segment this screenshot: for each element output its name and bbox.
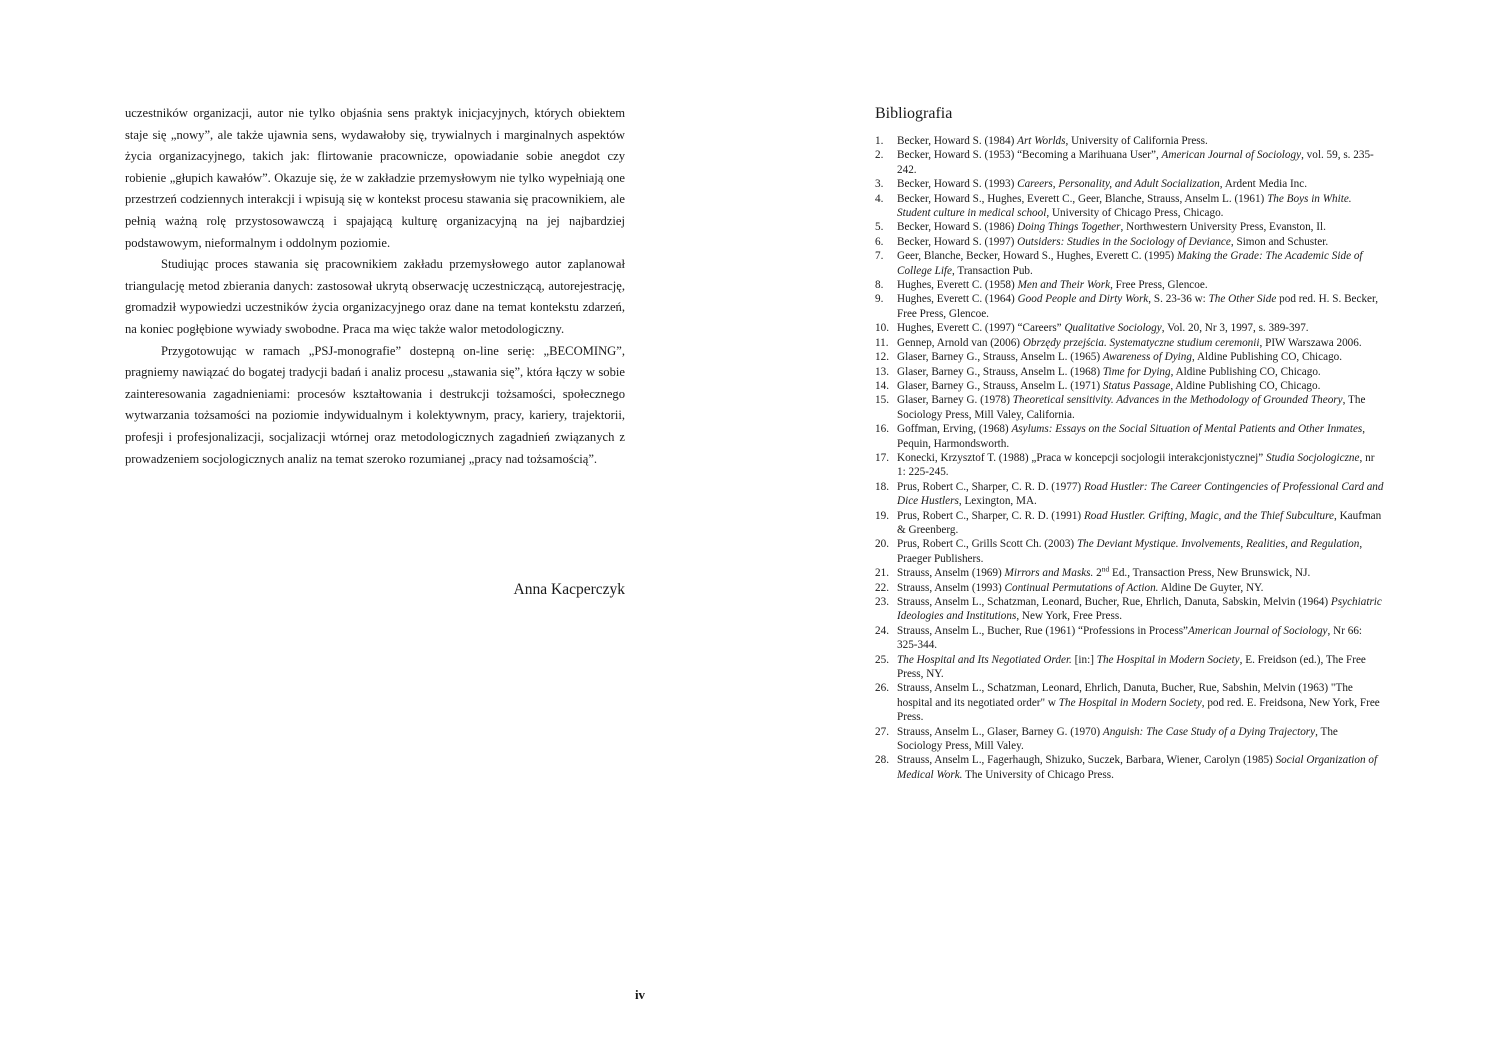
bibliography-entry: [875, 292, 1385, 321]
entry-text: The University of Chicago Press.: [962, 768, 1114, 781]
entry-text: nd: [1101, 564, 1110, 574]
bibliography-entry: [875, 192, 1385, 221]
bibliography-entry: [875, 393, 1385, 422]
entry-title-text: Continual Permutations of Action.: [1004, 581, 1159, 594]
entry-text: Strauss, Anselm (1969): [897, 567, 1005, 580]
entry-number: 11.: [875, 336, 889, 349]
entry-text: , Simon and Schuster.: [1230, 235, 1329, 248]
entry-number: 24.: [875, 624, 889, 637]
bibliography-entry: [875, 581, 1385, 595]
entry-number: 14.: [875, 379, 889, 392]
entry-title-text: The Deviant Mystique. Involvements, Realities, and Regulation: [1076, 538, 1360, 551]
entry-title-text: Status Passage: [1102, 379, 1171, 392]
entry-title-text: The Hospital and Its Negotiated Order.: [897, 653, 1072, 666]
entry-text: Glaser, Barney G., Strauss, Anselm L. (1971): [897, 379, 1103, 392]
bibliography-list: [875, 134, 1385, 782]
entry-text: , Northwestern University Press, Evanston, Il.: [1120, 221, 1326, 234]
entry-title-text: Awareness of Dying: [1102, 351, 1192, 364]
bibliography-entry: [875, 480, 1385, 509]
entry-text: , Nr 66: 325-344.: [897, 624, 1363, 652]
entry-number: 17.: [875, 451, 889, 464]
left-page: [125, 103, 625, 598]
entry-title-text: American Journal of Sociology: [1161, 149, 1302, 162]
entry-text: Aldine De Guyter, NY.: [1158, 581, 1264, 594]
entry-title-text: Qualitative Sociology: [1064, 322, 1162, 335]
entry-number: 27.: [875, 725, 889, 738]
entry-text: Glaser, Barney G., Strauss, Anselm L. (1965): [897, 351, 1103, 364]
entry-text: , The Sociology Press, Mill Valey, California.: [897, 394, 1366, 421]
bibliography-entry: [875, 350, 1385, 364]
entry-number: 28.: [875, 754, 889, 767]
entry-title-text: Obrzędy przejścia. Systematyczne studium ceremonii: [1022, 336, 1260, 349]
bibliography-entry: [875, 753, 1385, 782]
entry-text: , The Sociology Press, Mill Valey.: [897, 725, 1338, 753]
bibliography-title: Bibliografia: [875, 105, 953, 122]
entry-text: Becker, Howard S. (1984): [897, 135, 1018, 147]
bibliography-entry: [875, 537, 1385, 566]
entry-number: 3.: [875, 178, 884, 191]
entry-number: 9.: [875, 293, 884, 306]
entry-text: , PIW Warszawa 2006.: [1259, 336, 1362, 349]
entry-title-text: Art Worlds: [1017, 135, 1066, 147]
entry-text: , New York, Free Press.: [1016, 610, 1122, 623]
entry-text: Strauss, Anselm L., Schatzman, Leonard, Bucher, Rue, Ehrlich, Danuta, Sabskin, Melvin (1964): [897, 596, 1331, 608]
entry-number: 7.: [875, 250, 884, 263]
bibliography-entry: [875, 509, 1385, 538]
entry-text: Becker, Howard S. (1993): [897, 178, 1018, 191]
page-number: iv: [634, 987, 646, 1002]
entry-text: , pod red. E. Freidsona, New York, Free Press.: [897, 696, 1380, 724]
entry-text: Prus, Robert C., Grills Scott Ch. (2003): [897, 538, 1077, 551]
entry-text: Becker, Howard S. (1986): [897, 221, 1018, 234]
entry-text: , Free Press, Glencoe.: [1110, 279, 1208, 292]
entry-number: 26.: [875, 682, 889, 695]
entry-text: , Ardent Media Inc.: [1219, 178, 1308, 191]
entry-title-text: Time for Dying: [1102, 365, 1171, 378]
entry-number: 21.: [875, 567, 889, 580]
entry-text: Hughes, Everett C. (1964): [897, 293, 1018, 306]
entry-title-text: American Journal of Sociology: [1188, 624, 1328, 637]
entry-text: Konecki, Krzysztof T. (1988) „Praca w koncepcji socjologii interakcjonistycznej”: [897, 451, 1266, 464]
entry-text: , S. 23-36 w:: [1148, 293, 1209, 306]
entry-title-text: Men and Their Work: [1017, 279, 1111, 292]
bibliography-entry: [875, 278, 1385, 292]
entry-text: Hughes, Everett C. (1958): [897, 279, 1018, 292]
entry-number: 13.: [875, 365, 889, 378]
bibliography-entry: [875, 177, 1385, 191]
entry-number: 18.: [875, 480, 889, 493]
bibliography-entry: [875, 379, 1385, 393]
entry-text: , Kaufman & Greenberg.: [897, 509, 1382, 536]
entry-text: Glaser, Barney G. (1978): [897, 394, 1013, 407]
entry-text: , Aldine Publishing CO, Chicago.: [1170, 365, 1321, 378]
entry-number: 20.: [875, 538, 889, 551]
bibliography-entry: [875, 681, 1385, 724]
entry-title-text: Good People and Dirty Work: [1017, 293, 1149, 306]
entry-title-text: Asylums: Essays on the Social Situation of Mental Patients and Other Inmates: [1011, 423, 1363, 436]
entry-title-text: Road Hustler: The Career Contingencies of Professional Card and Dice Hustlers: [897, 480, 1384, 508]
entry-text: [in:]: [1071, 653, 1097, 666]
entry-number: 25.: [875, 653, 889, 666]
entry-text: Becker, Howard S. (1997): [897, 235, 1018, 248]
entry-text: , Vol. 20, Nr 3, 1997, s. 389-397.: [1161, 322, 1309, 335]
bibliography-entry: [875, 725, 1385, 754]
entry-title-text: Careers, Personality, and Adult Socialization: [1017, 178, 1220, 191]
bibliography-entry: [875, 451, 1385, 480]
entry-number: 10.: [875, 322, 889, 335]
bibliography-entry: [875, 365, 1385, 379]
bibliography-entry: [875, 134, 1385, 148]
entry-text: Becker, Howard S., Hughes, Everett C., Geer, Blanche, Strauss, Anselm L. (1961): [897, 192, 1268, 205]
bibliography-entry: [875, 595, 1385, 624]
entry-number: 12.: [875, 351, 889, 364]
entry-title-text: Outsiders: Studies in the Sociology of Deviance: [1017, 235, 1231, 248]
entry-title-text: Theoretical sensitivity. Advances in the Methodology of Grounded Theory: [1012, 394, 1343, 407]
body-paragraph-2: Studiując proces stawania się pracownikiem zakładu przemysłowego autor zaplanował triangulację metod zbierania danych: zastosował ukrytą obserwację uczestniczącą, autorejestrację, gromadził wypowiedzi uczestników życia organizacyjnego oraz dane na temat kontekstu zdarzeń, na koniec pogłębione wywiady swobodne. Praca ma więc także walor metodologiczny.: [125, 257, 625, 336]
entry-text: Strauss, Anselm L., Schatzman, Leonard, Ehrlich, Danuta, Bucher, Rue, Sabshin, Melvin (1963) "The hospital and its negotiated order" w: [897, 682, 1353, 709]
entry-text: , University of Chicago Press, Chicago.: [1046, 207, 1224, 220]
entry-text: 2: [1093, 567, 1102, 580]
entry-number: 5.: [875, 221, 884, 234]
bibliography-entry: [875, 148, 1385, 177]
entry-text: Goffman, Erving, (1968): [897, 423, 1012, 436]
entry-text: Strauss, Anselm L., Glaser, Barney G. (1970): [897, 725, 1103, 738]
entry-text: Ed., Transaction Press, New Brunswick, NJ.: [1109, 567, 1311, 580]
entry-title-text: Anguish: The Case Study of a Dying Trajectory: [1102, 725, 1316, 738]
bibliography-entry: [875, 422, 1385, 451]
entry-title-text: Doing Things Together: [1017, 221, 1121, 234]
entry-text: , Pequin, Harmondsworth.: [897, 423, 1366, 450]
bibliography-entry: [875, 249, 1385, 278]
entry-title-text: The Hospital in Modern Society: [1096, 653, 1240, 666]
entry-title-text: Making the Grade: The Academic Side of College Life: [897, 250, 1363, 277]
entry-title-text: Studia Socjologiczne: [1265, 451, 1360, 464]
body-paragraph-1: uczestników organizacji, autor nie tylko objaśnia sens praktyk inicjacyjnych, których obiektem staje się „nowy”, ale także ujawnia sens, wydawałoby się, trywialnych i marginalnych aspektów życia organizacyjnego, takich jak: flirtowanie pracownicze, opowiadanie sobie anegdot czy robienie „głupich kawałów”. Okazuje się, że w zakładzie przemysłowym nie tylko wypełniają one przestrzeń codziennych interakcji i wpisują się w kontekst procesu stawania się pracownikiem, ale pełnią ważną rolę przystosowawczą i spajającą kulturę organizacyjną na jej najbardziej podstawowym, nieformalnym i oddolnym poziomie.: [125, 106, 625, 250]
entry-title-text: Social Organization of Medical Work.: [897, 754, 1378, 781]
body-paragraph-3: Przygotowując w ramach „PSJ-monografie” dostepną on-line serię: „BECOMING”, pragniemy nawiązać do bogatej tradycji badań i analiz procesu „stawania się”, która łączy w sobie zainteresowania zagadnieniami: procesów kształtowania i destrukcji tożsamości, społecznego wytwarzania tożsamości na poziomie indywidualnym i kolektywnym, pracy, kariery, trajektorii, profesji i profesjonalizacji, socjalizacji wtórnej oraz metodologicznych zagadnień związanych z prowadzeniem socjologicznych analiz na temat szeroko rozumianej „pracy nad tożsamością”.: [125, 343, 625, 466]
bibliography-entry: [875, 220, 1385, 234]
entry-number: 22.: [875, 581, 889, 594]
entry-text: , E. Freidson (ed.), The Free Press, NY.: [897, 653, 1366, 681]
entry-title-text: Psychiatric Ideologies and Institutions: [897, 596, 1382, 623]
entry-number: 15.: [875, 394, 889, 407]
entry-number: 6.: [875, 235, 884, 248]
entry-number: 19.: [875, 509, 889, 522]
entry-text: , Transaction Pub.: [952, 264, 1033, 277]
entry-number: 8.: [875, 279, 884, 292]
entry-title-text: Mirrors and Masks.: [1004, 567, 1094, 580]
entry-text: , nr 1: 225-245.: [897, 451, 1375, 479]
entry-text: , University of California Press.: [1065, 135, 1208, 147]
entry-text: Glaser, Barney G., Strauss, Anselm L. (1968): [897, 365, 1103, 378]
entry-text: Prus, Robert C., Sharper, C. R. D. (1977): [897, 480, 1084, 493]
entry-title-text: The Hospital in Modern Society: [1058, 696, 1202, 709]
bibliography-page: [875, 105, 1385, 782]
entry-text: Strauss, Anselm L., Fagerhaugh, Shizuko, Suczek, Barbara, Wiener, Carolyn (1985): [897, 754, 1276, 767]
entry-text: Becker, Howard S. (1953) “Becoming a Marihuana User”,: [897, 149, 1162, 162]
bibliography-entry: [875, 653, 1385, 682]
entry-number: 16.: [875, 423, 889, 436]
entry-text: Gennep, Arnold van (2006): [897, 336, 1023, 349]
entry-text: Strauss, Anselm (1993): [897, 581, 1005, 594]
entry-title-text: Road Hustler. Grifting, Magic, and the Thief Subculture: [1083, 509, 1334, 522]
entry-number: 1.: [875, 135, 884, 147]
bibliography-entry: [875, 321, 1385, 335]
entry-title-text: The Boys in White. Student culture in medical school: [897, 192, 1352, 220]
entry-number: 2.: [875, 149, 884, 162]
entry-text: Hughes, Everett C. (1997) “Careers”: [897, 322, 1065, 335]
author-signature: Anna Kacperczyk: [513, 581, 625, 598]
entry-number: 4.: [875, 192, 884, 205]
entry-text: Prus, Robert C., Sharper, C. R. D. (1991): [897, 509, 1084, 522]
bibliography-entry: [875, 624, 1385, 653]
entry-text: , Praeger Publishers.: [897, 538, 1363, 565]
entry-text: pod red. H. S. Becker, Free Press, Glencoe.: [897, 293, 1379, 320]
entry-number: 23.: [875, 596, 889, 608]
entry-text: , Lexington, MA.: [958, 495, 1037, 508]
entry-text: Geer, Blanche, Becker, Howard S., Hughes, Everett C. (1995): [897, 250, 1177, 263]
entry-title-text: The Other Side: [1208, 293, 1277, 306]
bibliography-entry: [875, 566, 1385, 580]
bibliography-entry: [875, 336, 1385, 350]
entry-text: , vol. 59, s. 235-242.: [897, 149, 1374, 176]
entry-text: Strauss, Anselm L., Bucher, Rue (1961) “Professions in Process”: [897, 624, 1189, 637]
entry-text: , Aldine Publishing CO, Chicago.: [1170, 379, 1321, 392]
bibliography-entry: [875, 235, 1385, 249]
entry-text: , Aldine Publishing CO, Chicago.: [1191, 351, 1343, 364]
